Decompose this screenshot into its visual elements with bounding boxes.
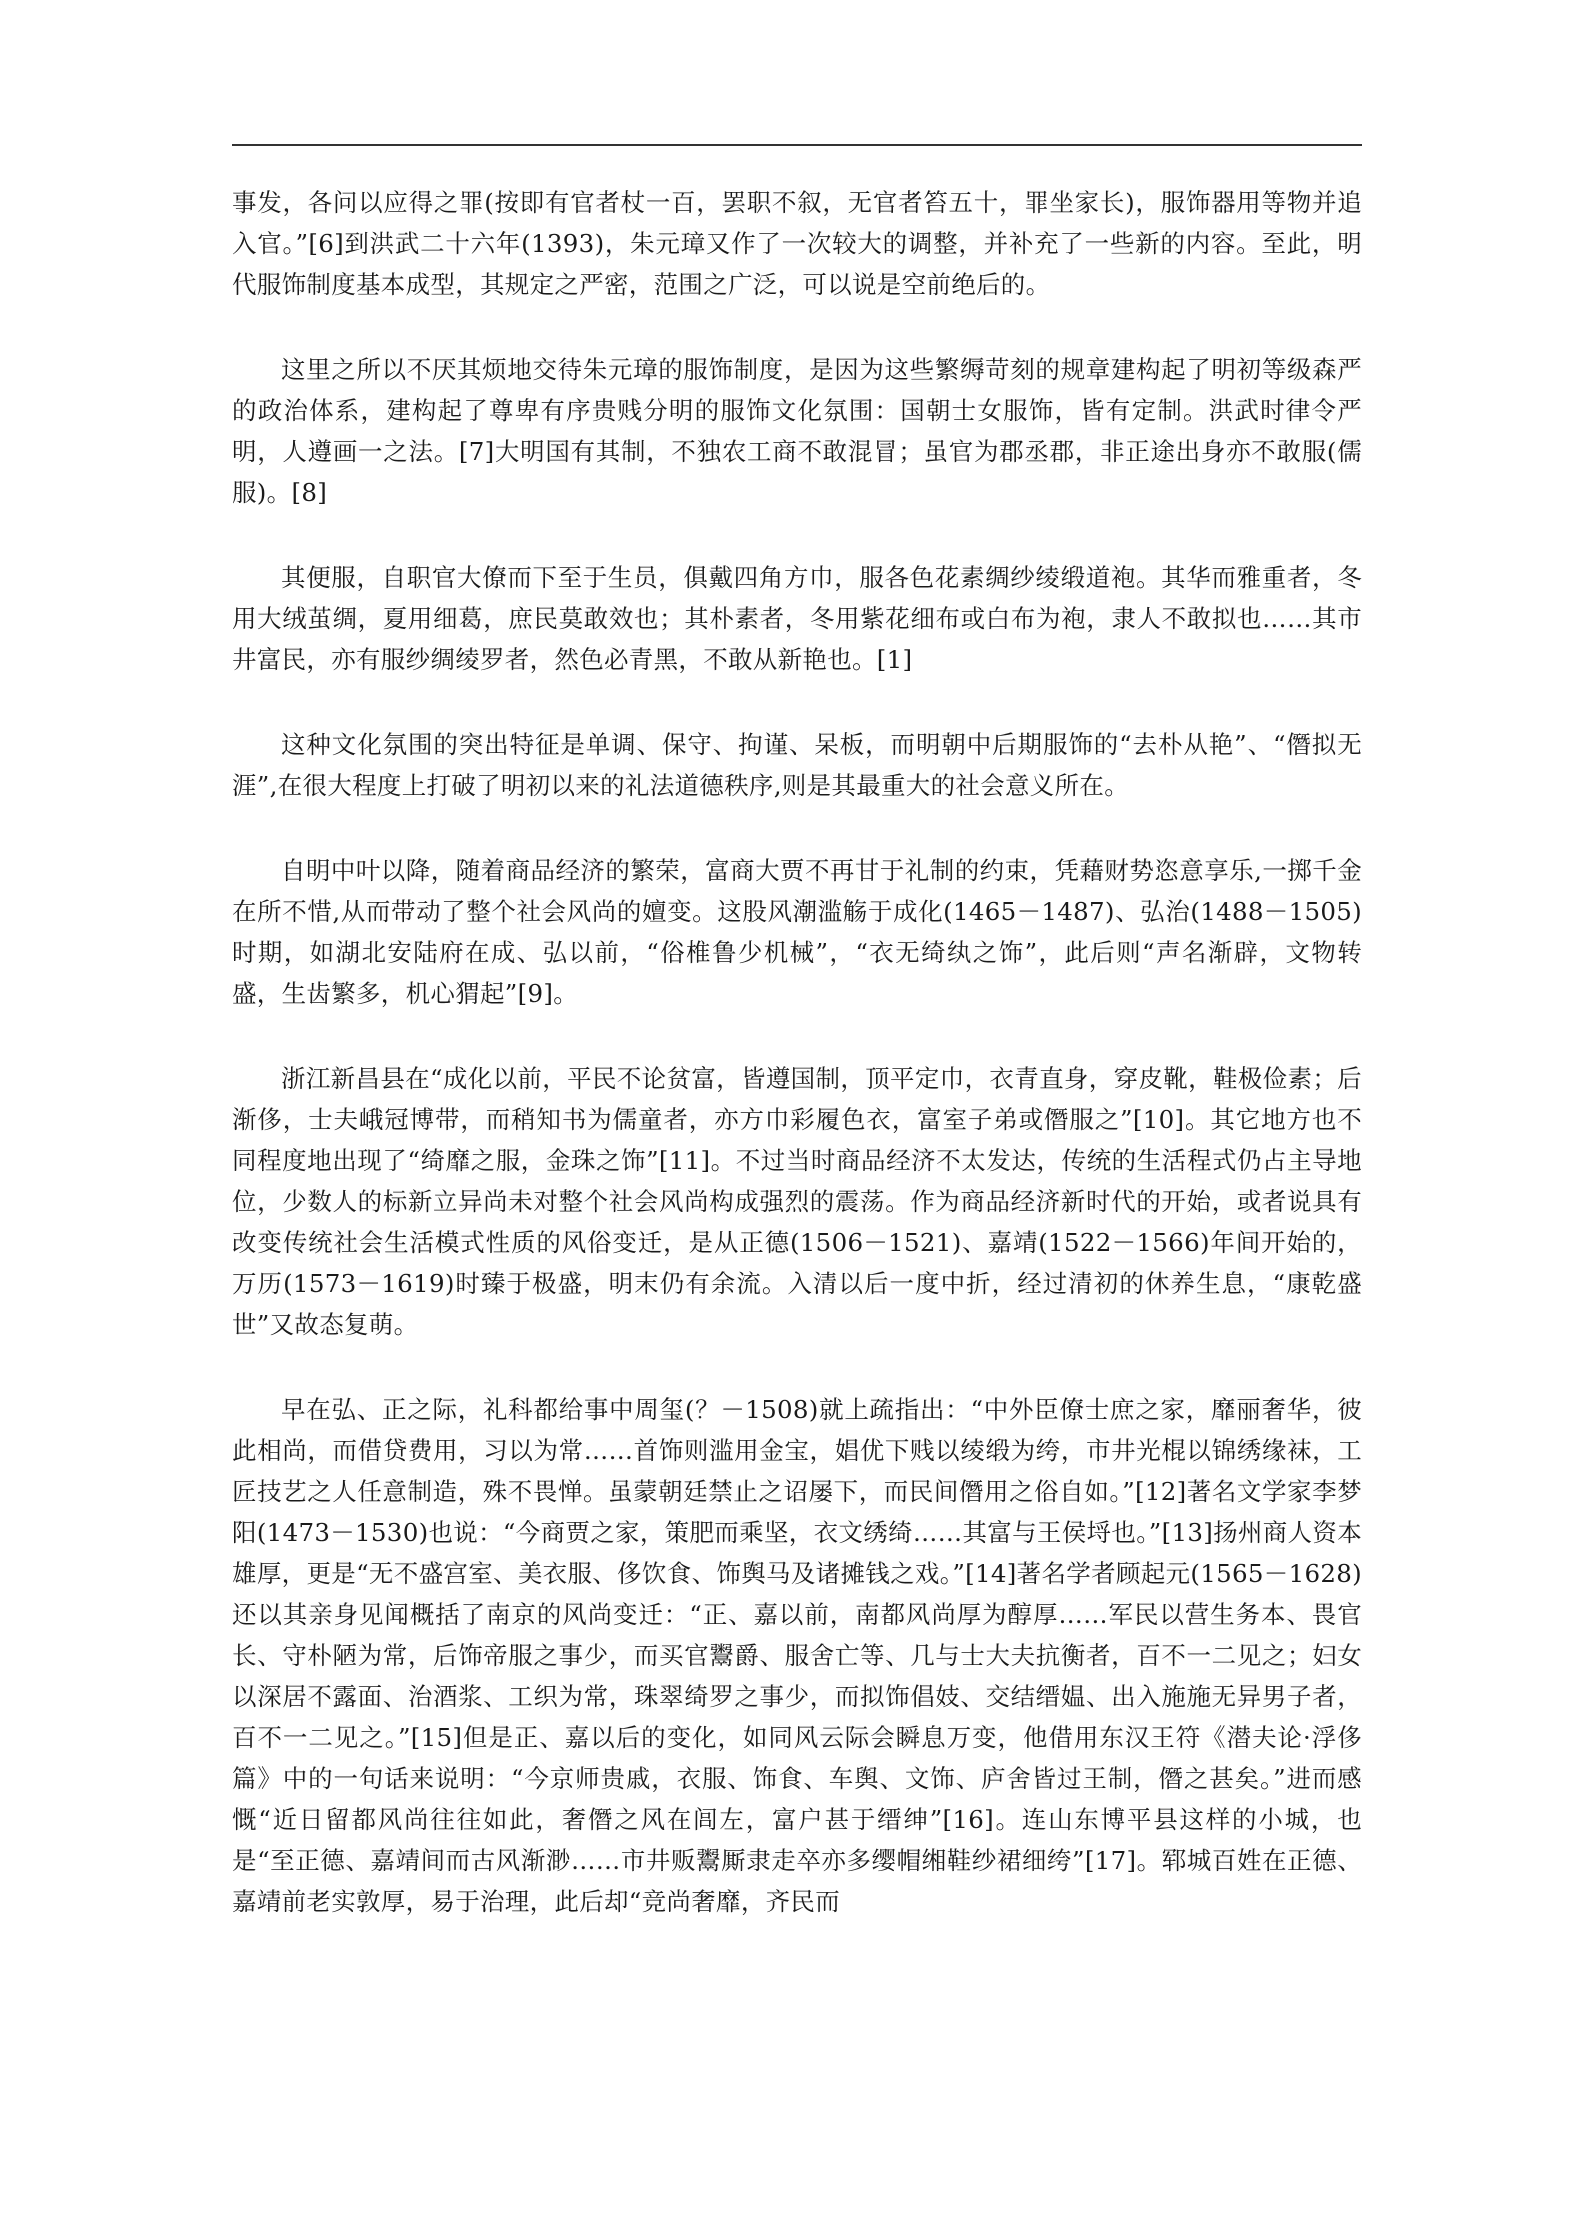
paragraph-4: 这种文化氛围的突出特征是单调、保守、拘谨、呆板，而明朝中后期服饰的“去朴从艳”、“僭拟无涯”,在很大程度上打破了明初以来的礼法道德秩序,则是其最重大的社会意义所在。 bbox=[232, 730, 1362, 800]
header-rule bbox=[232, 144, 1362, 146]
paragraph-5: 自明中叶以降，随着商品经济的繁荣，富商大贾不再甘于礼制的约束，凭藉财势恣意享乐,一掷千金在所不惜,从而带动了整个社会风尚的嬗变。这股风潮滥觞于成化(1465－1487)、弘治(1488－1505)时期，如湖北安陆府在成、弘以前，“俗椎鲁少机械”，“衣无绮纨之饰”，此后则“声名渐辟，文物转盛，生齿繁多，机心猬起”[9]。 bbox=[232, 856, 1362, 1008]
document-body bbox=[232, 182, 1362, 1966]
paragraph-3: 其便服，自职官大僚而下至于生员，俱戴四角方巾，服各色花素绸纱绫缎道袍。其华而雅重者，冬用大绒茧绸，夏用细葛，庶民莫敢效也；其朴素者，冬用紫花细布或白布为袍，隶人不敢拟也……其市井富民，亦有服纱绸绫罗者，然色必青黑，不敢从新艳也。[1] bbox=[232, 563, 1362, 674]
paragraph-2: 这里之所以不厌其烦地交待朱元璋的服饰制度，是因为这些繁缛苛刻的规章建构起了明初等级森严的政治体系，建构起了尊卑有序贵贱分明的服饰文化氛围：国朝士女服饰，皆有定制。洪武时律令严明，人遵画一之法。[7]大明国有其制，不独农工商不敢混冒；虽官为郡丞郡，非正途出身亦不敢服(儒服)。[8] bbox=[232, 355, 1362, 507]
paragraph-6: 浙江新昌县在“成化以前，平民不论贫富，皆遵国制，顶平定巾，衣青直身，穿皮靴，鞋极俭素；后渐侈，士夫峨冠博带，而稍知书为儒童者，亦方巾彩履色衣，富室子弟或僭服之”[10]。其它地方也不同程度地出现了“绮靡之服，金珠之饰”[11]。不过当时商品经济不太发达，传统的生活程式仍占主导地位，少数人的标新立异尚未对整个社会风尚构成强烈的震荡。作为商品经济新时代的开始，或者说具有改变传统社会生活模式性质的风俗变迁，是从正德(1506－1521)、嘉靖(1522－1566)年间开始的，万历(1573－1619)时臻于极盛，明末仍有余流。入清以后一度中折，经过清初的休养生息，“康乾盛世”又故态复萌。 bbox=[232, 1064, 1362, 1339]
paragraph-7: 早在弘、正之际，礼科都给事中周玺(？－1508)就上疏指出：“中外臣僚士庶之家，靡丽奢华，彼此相尚，而借贷费用，习以为常……首饰则滥用金宝，娼优下贱以绫缎为绔，市井光棍以锦绣缘袜，工匠技艺之人任意制造，殊不畏惮。虽蒙朝廷禁止之诏屡下，而民间僭用之俗自如。”[12]著名文学家李梦阳(1473－1530)也说：“今商贾之家，策肥而乘坚，衣文绣绮……其富与王侯埒也。”[13]扬州商人资本雄厚，更是“无不盛宫室、美衣服、侈饮食、饰舆马及诸摊钱之戏。”[14]著名学者顾起元(1565－1628)还以其亲身见闻概括了南京的风尚变迁：“正、嘉以前，南都风尚厚为醇厚……军民以营生务本、畏官长、守朴陋为常，后饰帝服之事少，而买官鬻爵、服舍亡等、几与士大夫抗衡者，百不一二见之；妇女以深居不露面、治酒浆、工织为常，珠翠绮罗之事少，而拟饰倡妓、交结缙媪、出入施施无异男子者，百不一二见之。”[15]但是正、嘉以后的变化，如同风云际会瞬息万变，他借用东汉王符《潜夫论·浮侈篇》中的一句话来说明：“今京师贵戚，衣服、饰食、车舆、文饰、庐舍皆过王制，僭之甚矣。”进而感慨“近日留都风尚往往如此，奢僭之风在闾左，富户甚于缙绅”[16]。连山东博平县这样的小城，也是“至正德、嘉靖间而古风渐渺……市井贩鬻厮隶走卒亦多缨帽缃鞋纱裙细绔”[17]。郓城百姓在正德、嘉靖前老实敦厚，易于治理，此后却“竞尚奢靡，齐民而 bbox=[232, 1395, 1362, 1916]
paragraph-1: 事发，各问以应得之罪(按即有官者杖一百，罢职不叙，无官者笞五十，罪坐家长)，服饰器用等物并追入官。”[6]到洪武二十六年(1393)，朱元璋又作了一次较大的调整，并补充了一些新的内容。至此，明代服饰制度基本成型，其规定之严密，范围之广泛，可以说是空前绝后的。 bbox=[232, 188, 1362, 299]
